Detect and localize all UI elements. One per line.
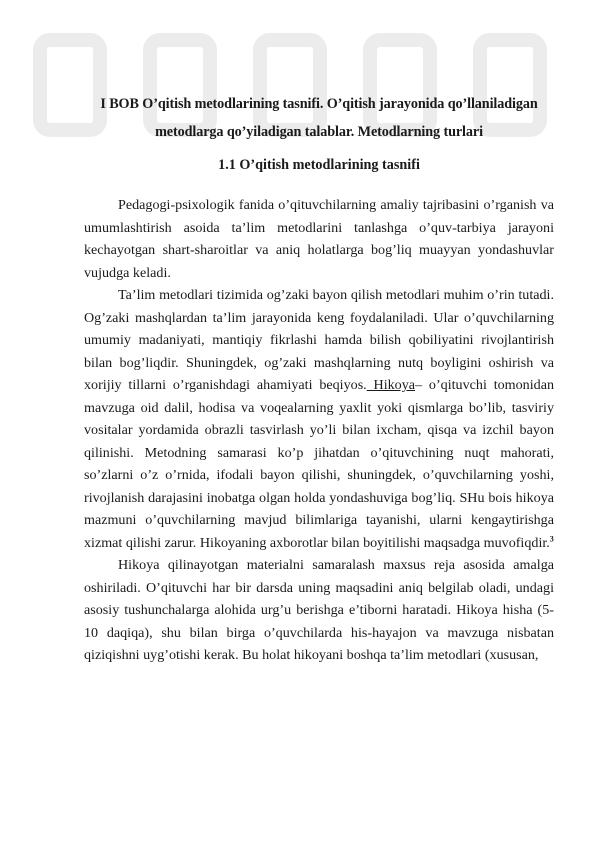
paragraph-1: Pedagogi-psixologik fanida o’qituvchilarning amaliy tajribasini o’rganish va umumlashtirish asoida ta’lim metodlarini tanlashga o’quv-tarbiya jarayoni kechayotgan shart-sharoitlar va aniq holatlarga bog’liq muayyan yondashuvlar vujudga keladi. <box>84 197 554 281</box>
footnote-marker[interactable]: 3 <box>549 533 554 543</box>
section-title: 1.1 O’qitish metodlarining tasnifi <box>218 157 420 173</box>
paragraph-3: Hikoya qilinayotgan materialni samaralash maxsus reja asosida amalga oshiriladi. O’qituvchi har bir darsda uning maqsadini aniq belgilab oladi, undagi asosiy tushunchalarga alohida urg’u berishga e’tiborni haratadi. Hikoya hisha (5-10 daqiqa), shu bilan birga o’quvchilarda his-hayajon va mavzuga nisbatan qiziqishni uyg’otishi kerak. Bu holat hikoyani boshqa ta’lim metodlari (xususan, <box>84 557 554 663</box>
paragraph-2-text-start: Ta’lim metodlari tizimida og’zaki bayon qilish metodlari muhim o’rin tutadi. Og’zaki mashqlardan ta’lim jarayonida keng foydalaniladi. Ular o’quvchilarning umumiy madaniyati, mantiqiy fikrlashi hamda bilish qobiliyatini rivojlantirish bilan bog’liqdir. Shuningdek, og’zaki mashqlarning nutq boyligini oshirish va xorijiy tillarni o’rganishdagi ahamiyati beqiyos. <box>84 287 554 393</box>
paragraph-2 <box>84 284 554 554</box>
paragraph-2-text-end: – o’qituvchi tomonidan mavzuga oid dalil, hodisa va voqealarning yaxlit yoki qismlarga bo’lib, tasviriy vositalar yordamida obrazli tasvirlash yo’li bilan ixcham, qisqa va izchil bayon qilinishi. Metodning samarasi ko’p jihatdan o’qituvchining nuqt mahorati, so’zlarni o’z o’rnida, ifodali bayon qilishi, shuningdek, o’quvchilarning yoshi, rivojlanish darajasini inobatga olgan holda yondashuviga bog’liq. SHu bois hikoya mazmuni o’quvchilarning mavjud bilimlariga tayanishi, ularni kengaytirishga xizmat qilishi zarur. Hikoyaning axborotlar bilan boyitilishi maqsadga muvofiqdir. <box>84 377 554 551</box>
chapter-title-line-1: I BOB O’qitish metodlarining tasnifi. O’qitish jarayonida qo’llaniladigan <box>100 96 538 112</box>
document-page <box>84 90 554 667</box>
chapter-title-line-2: metodlarga qo’yiladigan talablar. Metodlarning turlari <box>155 124 483 140</box>
hikoya-link[interactable]: Hikoya <box>366 377 416 393</box>
